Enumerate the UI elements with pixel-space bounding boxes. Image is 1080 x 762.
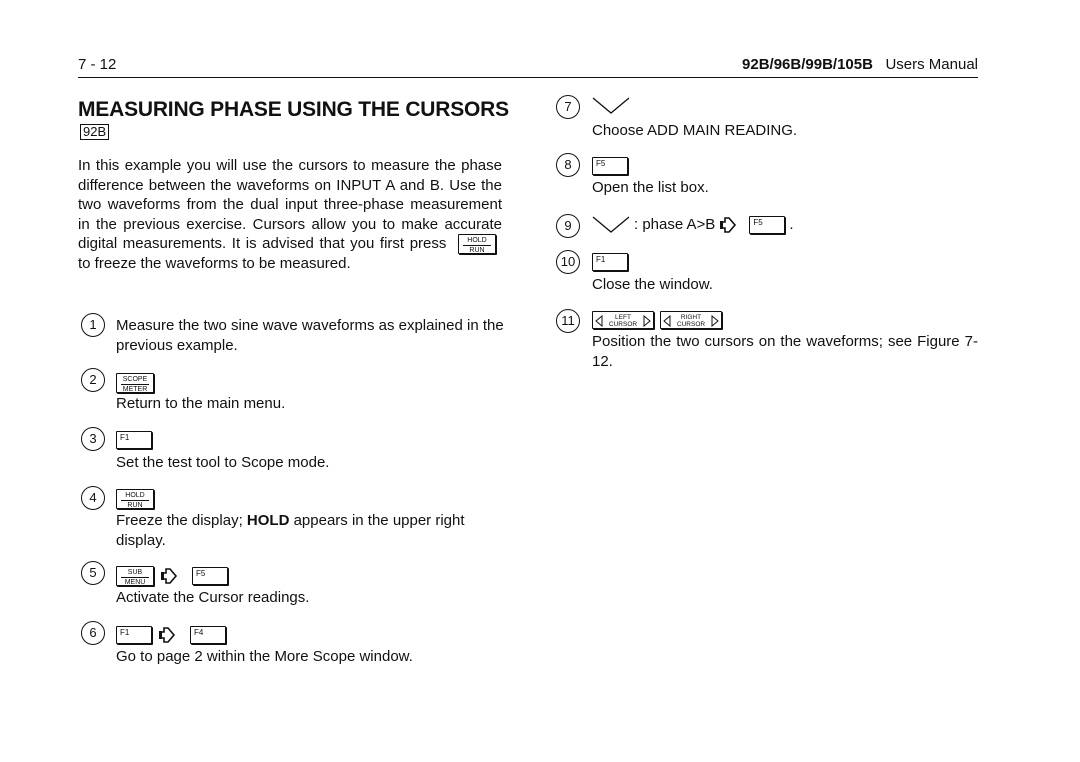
step-number-10: 10 xyxy=(556,250,580,274)
left-triangle-icon xyxy=(595,315,603,327)
header-divider xyxy=(78,77,978,78)
f1-key-step10: F1 xyxy=(592,253,628,271)
f4-key: F4 xyxy=(190,626,226,644)
then-arrow-icon xyxy=(160,566,186,586)
f1-key: F1 xyxy=(116,626,152,644)
right-triangle-icon xyxy=(643,315,651,327)
right-triangle-icon xyxy=(711,315,719,327)
left-cursor-key: LEFT CURSOR xyxy=(592,311,654,329)
sub-menu-key: SUB MENU xyxy=(116,566,154,586)
step-9-keys: : phase A>B F5 . xyxy=(592,215,794,235)
step-number-1: 1 xyxy=(81,313,105,337)
f5-key: F5 xyxy=(749,216,785,234)
intro-text-end: to freeze the waveforms to be measured. xyxy=(78,255,351,273)
header-model: 92B/96B/99B/105B xyxy=(742,56,873,73)
step-11-text: Position the two cursors on the waveforms; see Figure 7-12. xyxy=(592,333,978,370)
page-number: 7 - 12 xyxy=(78,56,117,73)
then-arrow-icon xyxy=(158,625,184,645)
intro-paragraph xyxy=(78,156,502,274)
step-11-keys xyxy=(592,311,722,329)
left-triangle-icon xyxy=(663,315,671,327)
step-5-keys xyxy=(116,566,228,586)
right-cursor-key: RIGHT CURSOR xyxy=(660,311,722,329)
down-arrow-icon xyxy=(592,215,630,235)
running-header xyxy=(742,56,978,73)
down-arrow-icon xyxy=(592,96,630,116)
step-5-text: Activate the Cursor readings. xyxy=(116,589,310,606)
hold-run-key-step4: HOLD RUN xyxy=(116,489,154,509)
step-6-keys xyxy=(116,625,226,645)
f1-key-step3: F1 xyxy=(116,431,152,449)
step-number-4: 4 xyxy=(81,486,105,510)
step-4-text: Freeze the display; HOLD appears in the upper right display. xyxy=(116,512,465,549)
down-arrow-key xyxy=(592,96,630,121)
step-7-text: Choose ADD MAIN READING. xyxy=(592,122,798,139)
step-8-text: Open the list box. xyxy=(592,179,709,196)
f5-key: F5 xyxy=(192,567,228,585)
then-arrow-icon xyxy=(719,215,745,235)
step-number-6: 6 xyxy=(81,621,105,645)
step-2-text: Return to the main menu. xyxy=(116,395,286,412)
step-number-7: 7 xyxy=(556,95,580,119)
section-title: MEASURING PHASE USING THE CURSORS xyxy=(78,98,509,121)
step-10-text: Close the window. xyxy=(592,276,713,293)
step-number-3: 3 xyxy=(81,427,105,451)
intro-text: In this example you will use the cursors to measure the phase difference between the waveforms on INPUT A and B. Use the two waveforms from the dual input three-phase measurement in the previous exercise. Cursors allow you to make accurate digital measurements. It is advised that you first press xyxy=(78,157,502,253)
step-number-9: 9 xyxy=(556,214,580,238)
step-9-text: : phase A>B xyxy=(634,216,716,234)
f5-key-step8: F5 xyxy=(592,157,628,175)
step-number-2: 2 xyxy=(81,368,105,392)
scope-meter-key: SCOPE METER xyxy=(116,373,154,393)
header-manual: Users Manual xyxy=(885,56,978,73)
step-3-text: Set the test tool to Scope mode. xyxy=(116,454,330,471)
hold-run-key: HOLD RUN xyxy=(458,234,496,254)
step-6-text: Go to page 2 within the More Scope window. xyxy=(116,648,413,665)
step-1-text: Measure the two sine wave waveforms as explained in the previous example. xyxy=(116,317,504,354)
step-number-8: 8 xyxy=(556,153,580,177)
model-tag: 92B xyxy=(80,124,109,140)
step-number-11: 11 xyxy=(556,309,580,333)
step-number-5: 5 xyxy=(81,561,105,585)
